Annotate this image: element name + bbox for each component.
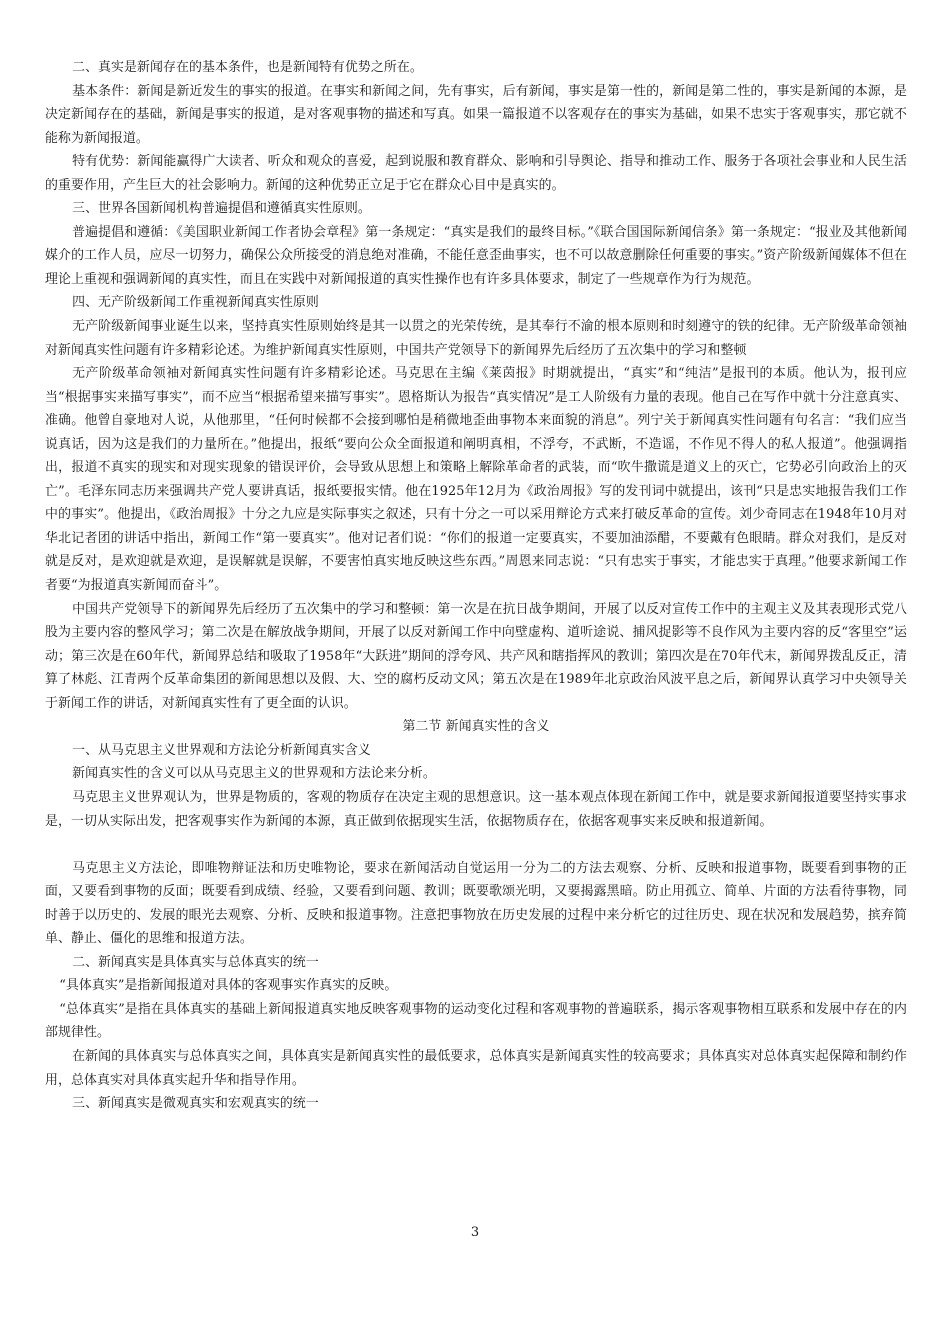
paragraph: “总体真实”是指在具体真实的基础上新闻报道真实地反映客观事物的运动变化过程和客观事物的普遍联系，揭示客观事物相互联系和发展中存在的内部规律性。 <box>45 1001 907 1041</box>
paragraph: 基本条件：新闻是新近发生的事实的报道。在事实和新闻之间，先有事实，后有新闻，事实是第一性的，新闻是第二性的，事实是新闻的本源，是决定新闻存在的基础，新闻是事实的报道，是对客观事物的描述和写真。如果一篇报道不以客观存在的事实为基础，如果不忠实于客观事实，那它就不能称为新闻报道。 <box>45 83 907 146</box>
paragraph: “具体真实”是指新闻报道对具体的客观事实作真实的反映。 <box>59 978 398 994</box>
paragraph: 无产阶级新闻事业诞生以来，坚持真实性原则始终是其一以贯之的光荣传统，是其奉行不渝的根本原则和时刻遵守的铁的纪律。无产阶级革命领袖对新闻真实性问题有许多精彩论述。为维护新闻真实性原则，中国共产党领导下的新闻界先后经历了五次集中的学习和整顿 <box>45 319 907 358</box>
paragraph: 三、新闻真实是微观真实和宏观真实的统一 <box>72 1096 319 1112</box>
paragraph: 马克思主义方法论，即唯物辩证法和历史唯物论，要求在新闻活动自觉运用一分为二的方法去观察、分析、反映和报道事物，既要看到事物的正面，又要看到事物的反面；既要看到成绩、经验，又要看到问题、教训；既要歌颂光明，又要揭露黑暗。防止用孤立、简单、片面的方法看待事物，同时善于以历史的、发展的眼光去观察、分析、反映和报道事物。注意把事物放在历史发展的过程中来分析它的过往历史、现在状况和发展趋势，摈弃简单、静止、僵化的思维和报道方法。 <box>45 860 907 947</box>
paragraph: 马克思主义世界观认为，世界是物质的，客观的物质存在决定主观的思想意识。这一基本观点体现在新闻工作中，就是要求新闻报道要坚持实事求是，一切从实际出发，把客观事实作为新闻的本源，真正做到依据现实生活，依据物质存在，依据客观事实来反映和报道新闻。 <box>45 789 907 829</box>
paragraph: 普遍提倡和遵循：《美国职业新闻工作者协会章程》第一条规定：“真实是我们的最终目标。”《联合国国际新闻信条》第一条规定：“报业及其他新闻媒介的工作人员，应尽一切努力，确保公众所接受的消息绝对准确，不能任意歪曲事实，也不可以故意删除任何重要的事实。”资产阶级新闻媒体不但在理论上重视和强调新闻的真实性，而且在实践中对新闻报道的真实性操作也有许多具体要求，制定了一些规章作为行为规范。 <box>45 224 907 287</box>
paragraph: 二、新闻真实是具体真实与总体真实的统一 <box>72 954 319 970</box>
paragraph: 二、真实是新闻存在的基本条件，也是新闻特有优势之所在。 <box>72 60 423 75</box>
paragraph: 四、无产阶级新闻工作重视新闻真实性原则 <box>72 295 319 311</box>
paragraph: 新闻真实性的含义可以从马克思主义的世界观和方法论来分析。 <box>72 766 436 782</box>
page-number: 3 <box>470 1225 480 1240</box>
paragraph: 一、从马克思主义世界观和方法论分析新闻真实含义 <box>72 742 371 758</box>
paragraph: 无产阶级革命领袖对新闻真实性问题有许多精彩论述。马克思在主编《莱茵报》时期就提出，“真实”和“纯洁”是报刊的本质。他认为，报刊应当“根据事实来描写事实”，而不应当“根据希望来描写事实”。恩格斯认为报告“真实情况”是工人阶级有力量的表现。他自己在写作中就十分注意真实、准确。他曾自豪地对人说，从他那里，“任何时候都不会接到哪怕是稍微地歪曲事物本来面貌的消息”。列宁关于新闻真实性问题有句名言：“我们应当说真话，因为这是我们的力量所在。”他提出，报纸“要向公众全面报道和阐明真相，不浮夸，不武断，不造谣，不作见不得人的私人报道”。他强调指出，报道不真实的现实和对现实现象的错误评价，会导致从思想上和策略上解除革命者的武装，而“吹牛撒谎是道义上的灭亡，它势必引向政治上的灭亡”。毛泽东同志历来强调共产党人要讲真话，报纸要报实情。他在1925年12月为《政治周报》写的发刊词中就提出，该刊“只是忠实地报告我们工作中的事实”。他提出，《政治周报》十分之九应是实际事实之叙述，只有十分之一可以采用辩论方式来打破反革命的宣传。刘少奇同志在1948年10月对华北记者团的讲话中指出，新闻工作“第一要真实”。他对记者们说：“你们的报道一定要真实，不要加油添醋，不要戴有色眼睛。群众对我们，是反对就是反对，是欢迎就是欢迎，是误解就是误解，不要害怕真实地反映这些东西。”周恩来同志说：“只有忠实于事实，才能忠实于真理。”他要求新闻工作者要“为报道真实新闻而奋斗”。 <box>45 366 907 594</box>
paragraph: 特有优势：新闻能赢得广大读者、听众和观众的喜爱，起到说服和教育群众、影响和引导舆论、指导和推动工作、服务于各项社会事业和人民生活的重要作用，产生巨大的社会影响力。新闻的这种优势正立足于它在群众心目中是真实的。 <box>45 154 907 193</box>
paragraph: 三、世界各国新闻机构普遍提倡和遵循真实性原则。 <box>72 201 371 217</box>
document-body <box>45 56 907 1116</box>
section-heading: 第二节 新闻真实性的含义 <box>402 719 550 735</box>
paragraph: 在新闻的具体真实与总体真实之间，具体真实是新闻真实性的最低要求，总体真实是新闻真实性的较高要求；具体真实对总体真实起保障和制约作用，总体真实对具体真实起升华和指导作用。 <box>45 1048 907 1088</box>
paragraph: 中国共产党领导下的新闻界先后经历了五次集中的学习和整顿：第一次是在抗日战争期间，开展了以反对宣传工作中的主观主义及其表现形式党八股为主要内容的整风学习；第二次是在解放战争期间，开展了以反对新闻工作中向壁虚构、道听途说、捕风捉影等不良作风为主要内容的反“客里空”运动；第三次是在60年代，新闻界总结和吸取了1958年“大跃进”期间的浮夸风、共产风和瞎指挥风的教训；第四次是在70年代末，新闻界拨乱反正，清算了林彪、江青两个反革命集团的新闻思想以及假、大、空的腐朽反动文风；第五次是在1989年北京政治风波平息之后，新闻界认真学习中央领导关于新闻工作的讲话，对新闻真实性有了更全面的认识。 <box>45 601 907 711</box>
blank-line <box>45 833 907 857</box>
